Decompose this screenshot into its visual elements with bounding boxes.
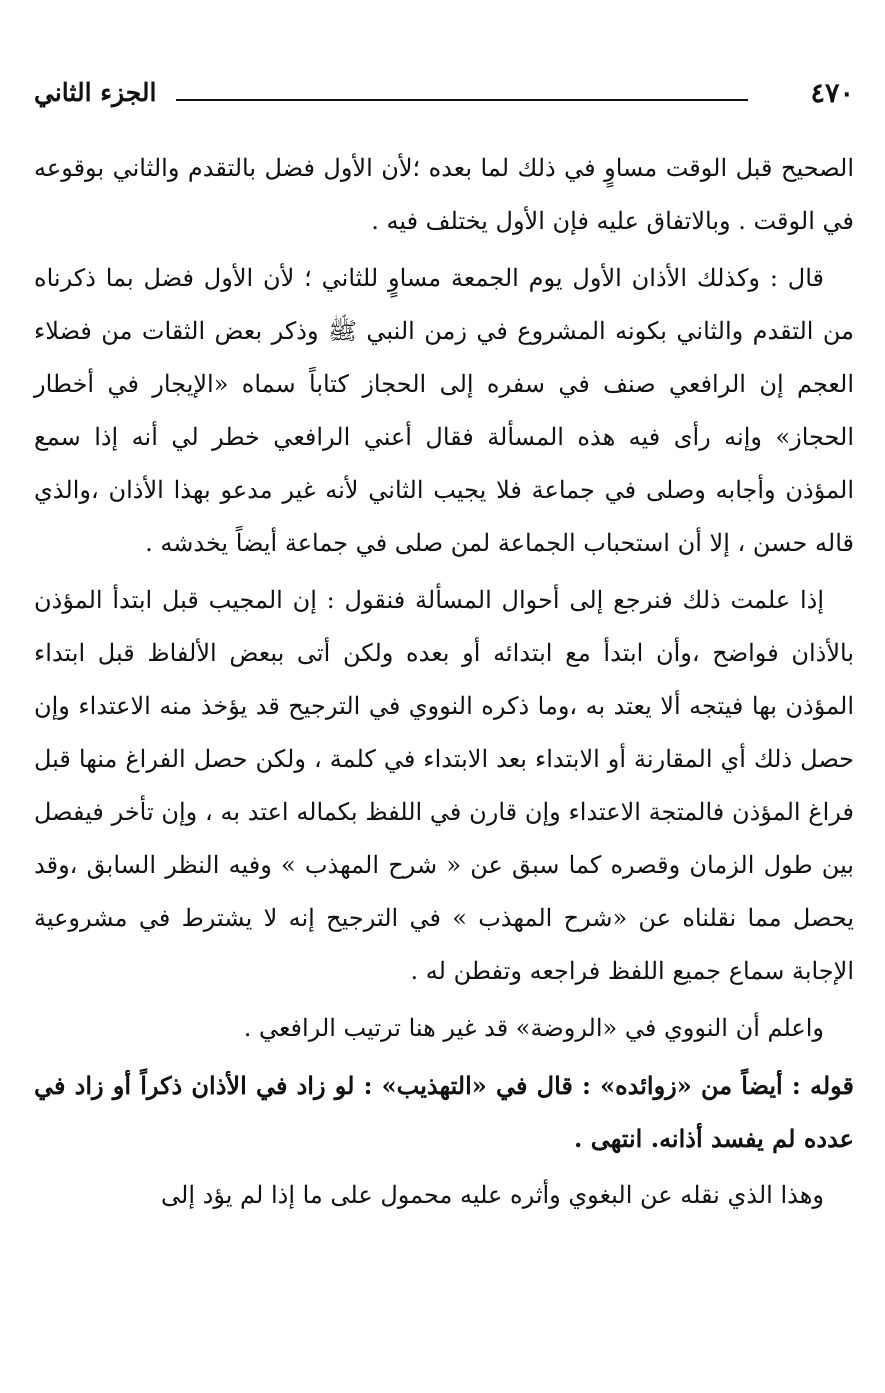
paragraph: واعلم أن النووي في «الروضة» قد غير هنا ترتيب الرافعي .	[243, 1014, 824, 1042]
page-number: ٤٧٠	[810, 78, 854, 109]
paragraph: وهذا الذي نقله عن البغوي وأثره عليه محمول على ما إذا لم يؤد إلى	[161, 1181, 824, 1209]
paragraph: قال : وكذلك الأذان الأول يوم الجمعة مساوٍ للثاني ؛ لأن الأول فضل بما ذكرناه من التقدم والثاني بكونه المشروع في زمن النبي ﷺ وذكر بعض الثقات من فضلاء العجم إن الرافعي صنف في سفره إلى الحجاز كتاباً سماه «الإيجار في أخطار الحجاز» وإنه رأى فيه هذه المسألة فقال أعني الرافعي خطر لي أنه إذا سمع المؤذن وأجابه وصلى في جماعة فلا يجيب الثاني لأنه غير مدعو بهذا الأذان ،والذي قاله حسن ، إلا أن استحباب الجماعة لمن صلى في جماعة أيضاً يخدشه .	[34, 264, 854, 557]
bold-quote-paragraph: قوله : أيضاً من «زوائده» : قال في «التهذيب» : لو زاد في الأذان ذكراً أو زاد في عدده لم يفسد أذانه. انتهى .	[34, 1071, 855, 1153]
header-rule	[176, 99, 748, 101]
paragraph: إذا علمت ذلك فنرجع إلى أحوال المسألة فنقول : إن المجيب قبل ابتدأ المؤذن بالأذان فواضح ،وأن ابتدأ مع ابتدائه أو بعده ولكن أتى ببعض الألفاظ قبل ابتداء المؤذن بها فيتجه ألا يعتد به ،وما ذكره النووي في الترجيح قد يؤخذ منه الاعتداء وإن حصل ذلك أي المقارنة أو الابتداء بعد الابتداء في كلمة ، ولكن حصل الفراغ منها قبل فراغ المؤذن فالمتجة الاعتداء وإن قارن في اللفظ بكماله اعتد به ، وإن تأخر فيفصل بين طول الزمان وقصره كما سبق عن « شرح المهذب » وفيه النظر السابق ،وقد يحصل مما نقلناه عن «شرح المهذب » في الترجيح إنه لا يشترط في مشروعية الإجابة سماع جميع اللفظ فراجعه وتفطن له .	[34, 586, 854, 985]
page-header	[34, 70, 854, 124]
running-title: الجزء الثاني	[34, 78, 157, 107]
book-page	[34, 70, 854, 1226]
paragraph: الصحيح قبل الوقت مساوٍ في ذلك لما بعده ؛لأن الأول فضل بالتقدم والثاني بوقوعه في الوقت . وبالاتفاق عليه فإن الأول يختلف فيه .	[34, 154, 854, 235]
body-text	[34, 142, 854, 1222]
